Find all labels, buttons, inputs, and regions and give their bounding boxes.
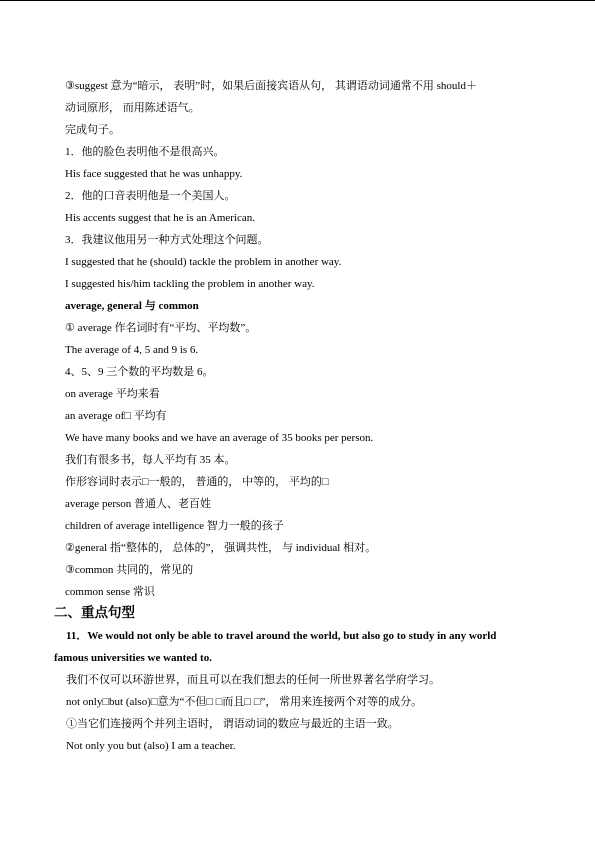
text-line: 我们不仅可以环游世界，而且可以在我们想去的任何一所世界著名学府学习。 — [66, 674, 440, 686]
text-line: 2．他的口音表明他是一个美国人。 — [65, 190, 236, 202]
key-sentence-cont: famous universities we wanted to. — [54, 652, 212, 664]
text-line: common sense 常识 — [65, 586, 155, 598]
text-line: We have many books and we have an average of 35 books per person. — [65, 432, 374, 444]
text-line: 我们有很多书，每人平均有 35 本。 — [65, 454, 236, 466]
text-line: 作形容词时表示□一般的， 普通的， 中等的， 平均的□ — [65, 476, 329, 488]
key-sentence: 11．We would not only be able to travel around the world, but also go to study in any world — [66, 630, 497, 642]
header-rule — [0, 0, 595, 1]
section-heading: 二、重点句型 — [54, 605, 135, 620]
subheading: average, general 与 common — [65, 300, 199, 312]
text-line: not only□but (also)□意为“不但□ □而且□ □”， 常用来连接两个对等的成分。 — [66, 696, 423, 708]
text-line: children of average intelligence 智力一般的孩子 — [65, 520, 284, 532]
text-line: ②general 指“整体的， 总体的”， 强调共性， 与 individual 相对。 — [65, 542, 377, 554]
text-line: ①当它们连接两个并列主语时， 谓语动词的数应与最近的主语一致。 — [66, 718, 399, 730]
text-line: ③common 共同的，常见的 — [65, 564, 194, 576]
text-line: ③suggest 意为“暗示， 表明”时，如果后面接宾语从句， 其谓语动词通常不用 should＋ — [65, 80, 477, 92]
text-line: 3．我建议他用另一种方式处理这个问题。 — [65, 234, 269, 246]
text-line: His accents suggest that he is an American. — [65, 212, 256, 224]
text-line: His face suggested that he was unhappy. — [65, 168, 243, 180]
text-line: 1．他的脸色表明他不是很高兴。 — [65, 146, 225, 158]
text-line: 完成句子。 — [65, 124, 120, 136]
text-line: I suggested that he (should) tackle the problem in another way. — [65, 256, 342, 268]
text-line: on average 平均来看 — [65, 388, 160, 400]
text-line: I suggested his/him tackling the problem in another way. — [65, 278, 315, 290]
text-line: ① average 作名词时有“平均、平均数”。 — [65, 322, 257, 334]
text-line: 动词原形， 而用陈述语气。 — [65, 102, 200, 114]
text-line: 4、5、9 三个数的平均数是 6。 — [65, 366, 214, 378]
text-line: average person 普通人、老百姓 — [65, 498, 212, 510]
text-line: an average of□ 平均有 — [65, 410, 167, 422]
text-line: The average of 4, 5 and 9 is 6. — [65, 344, 199, 356]
text-line: Not only you but (also) I am a teacher. — [66, 740, 236, 752]
